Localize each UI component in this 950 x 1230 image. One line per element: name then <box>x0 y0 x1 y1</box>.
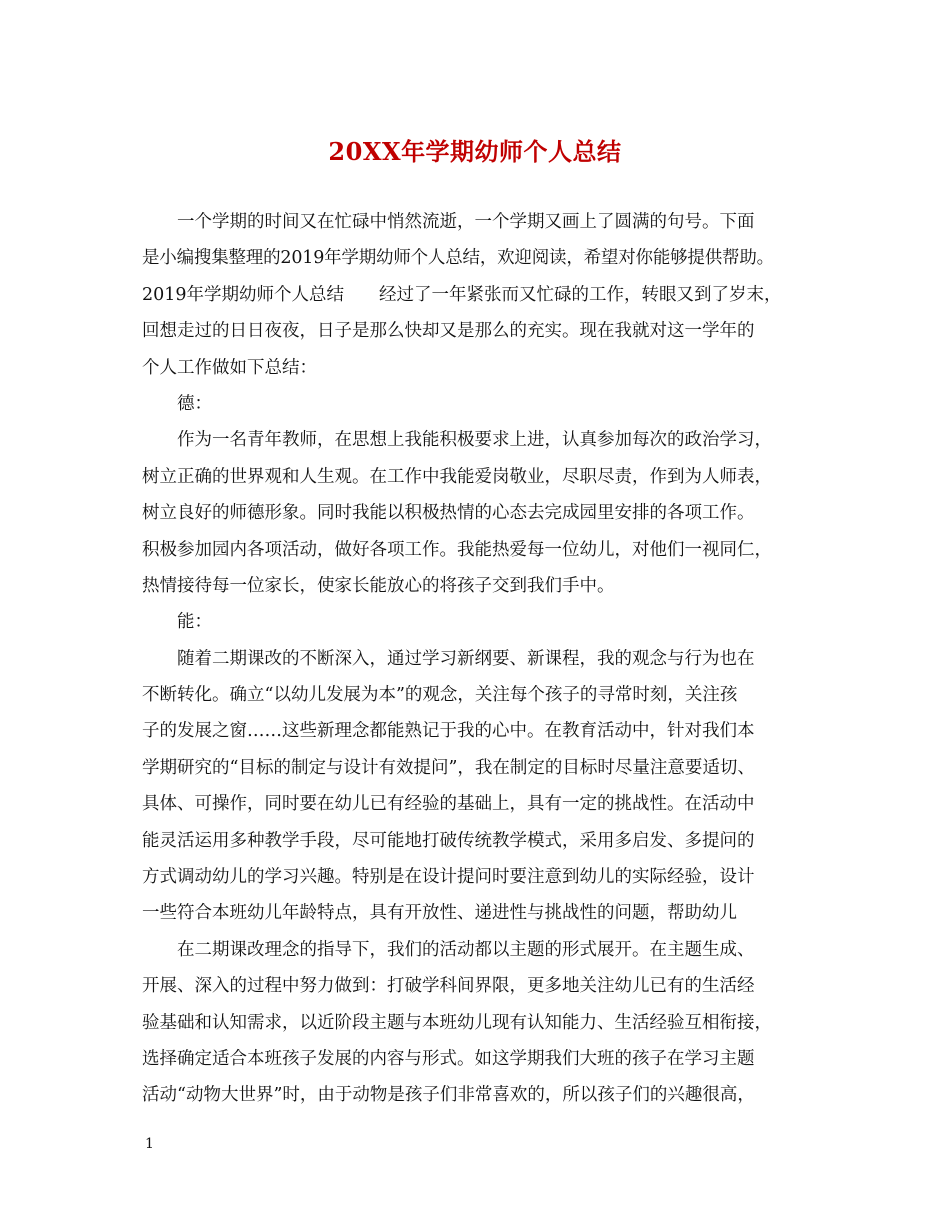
body-line: 作为一名青年教师，在思想上我能积极要求上进，认真参加每次的政治学习， <box>177 430 772 451</box>
body-line: 选择确定适合本班孩子发展的内容与形式。如这学期我们大班的孩子在学习主题 <box>142 1048 755 1069</box>
body-line: 学期研究的“目标的制定与设计有效提问”，我在制定的目标时尽量注意要适切、 <box>142 757 755 778</box>
body-line: 2019年学期幼师个人总结 经过了一年紧张而又忙碌的工作，转眼又到了岁末， <box>142 284 782 305</box>
body-line: 能灵活运用多种教学手段，尽可能地打破传统教学模式，采用多启发、多提问的 <box>142 830 755 851</box>
section-heading-neng: 能： <box>177 612 212 633</box>
body-line: 热情接待每一位家长，使家长能放心的将孩子交到我们手中。 <box>142 575 615 596</box>
section-heading-de: 德： <box>177 393 212 414</box>
body-line: 子的发展之窗……这些新理念都能熟记于我的心中。在教育活动中，针对我们本 <box>142 721 755 742</box>
body-line: 验基础和认知需求，以近阶段主题与本班幼儿现有认知能力、生活经验互相衔接， <box>142 1012 772 1033</box>
page-number: 1 <box>145 1136 154 1152</box>
body-line: 是小编搜集整理的2019年学期幼师个人总结，欢迎阅读，希望对你能够提供帮助。 <box>142 248 774 269</box>
body-line: 方式调动幼儿的学习兴趣。特别是在设计提问时要注意到幼儿的实际经验，设计 <box>142 867 755 888</box>
document-body <box>142 204 822 1114</box>
body-line: 一些符合本班幼儿年龄特点，具有开放性、递进性与挑战性的问题，帮助幼儿 <box>142 903 737 924</box>
body-line: 个人工作做如下总结： <box>142 357 317 378</box>
body-line: 活动“动物大世界”时，由于动物是孩子们非常喜欢的，所以孩子们的兴趣很高， <box>142 1085 755 1106</box>
body-line: 树立良好的师德形象。同时我能以积极热情的心态去完成园里安排的各项工作。 <box>142 503 755 524</box>
body-line: 不断转化。确立“以幼儿发展为本”的观念，关注每个孩子的寻常时刻，关注孩 <box>142 685 738 706</box>
body-line: 一个学期的时间又在忙碌中悄然流逝，一个学期又画上了圆满的句号。下面 <box>177 212 755 232</box>
body-line: 开展、深入的过程中努力做到：打破学科间界限，更多地关注幼儿已有的生活经 <box>142 976 755 997</box>
body-line: 具体、可操作，同时要在幼儿已有经验的基础上，具有一定的挑战性。在活动中 <box>142 794 755 815</box>
body-line: 树立正确的世界观和人生观。在工作中我能爱岗敬业，尽职尽责，作到为人师表， <box>142 466 772 487</box>
body-line: 在二期课改理念的指导下，我们的活动都以主题的形式展开。在主题生成、 <box>177 939 755 960</box>
body-line: 回想走过的日日夜夜，日子是那么快却又是那么的充实。现在我就对这一学年的 <box>142 321 755 342</box>
document-title: 20XX年学期幼师个人总结 <box>328 137 622 166</box>
body-line: 随着二期课改的不断深入，通过学习新纲要、新课程，我的观念与行为也在 <box>177 648 755 669</box>
body-line: 积极参加园内各项活动，做好各项工作。我能热爱每一位幼儿，对他们一视同仁， <box>142 539 772 560</box>
